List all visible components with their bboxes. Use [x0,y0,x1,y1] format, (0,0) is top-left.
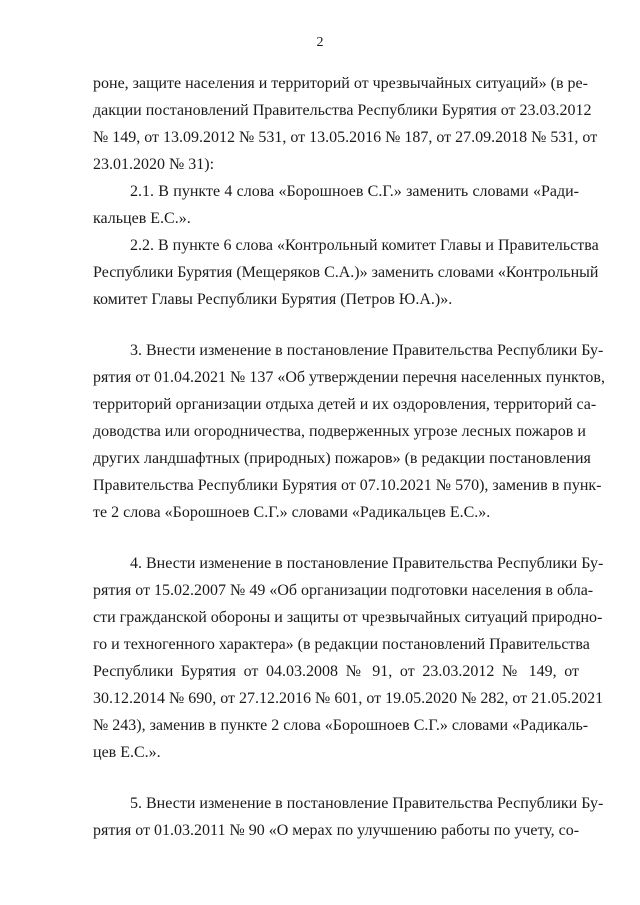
paragraph-line: рятия от 01.04.2021 № 137 «Об утверждении перечня населенных пунктов, [93,369,605,386]
paragraph-line: 3. Внести изменение в постановление Правительства Республики Бу- [130,342,604,359]
paragraph-line: кальцев Е.С.». [93,210,191,227]
paragraph-line: те 2 слова «Борошноев С.Г.» словами «Радикальцев Е.С.». [93,504,491,521]
paragraph-line: Республики Бурятия от 04.03.2008 № 91, от 23.03.2012 № 149, от [93,663,579,680]
paragraph-line: сти гражданской обороны и защиты от чрезвычайных ситуаций природно- [93,609,603,626]
paragraph-line: других ландшафтных (природных) пожаров» (в редакции постановления [93,450,591,467]
paragraph-line: № 243), заменив в пункте 2 слова «Борошноев С.Г.» словами «Радикаль- [93,717,589,734]
paragraph-line: 30.12.2014 № 690, от 27.12.2016 № 601, от 19.05.2020 № 282, от 21.05.2021 [93,690,604,707]
paragraph-line: 2.2. В пункте 6 слова «Контрольный комитет Главы и Правительства [130,237,599,254]
paragraph-line: Правительства Республики Бурятия от 07.10.2021 № 570), заменив в пунк- [93,477,602,494]
paragraph-line: доводства или огородничества, подверженных угрозе лесных пожаров и [93,423,586,440]
paragraph-line: рятия от 01.03.2011 № 90 «О мерах по улучшению работы по учету, со- [93,822,580,839]
paragraph-line: Республики Бурятия (Мещеряков С.А.)» заменить словами «Контрольный [93,264,599,281]
paragraph-line: 4. Внести изменение в постановление Правительства Республики Бу- [130,555,604,572]
paragraph-line: 23.01.2020 № 31): [93,156,215,173]
paragraph-line: № 149, от 13.09.2012 № 531, от 13.05.2016 № 187, от 27.09.2018 № 531, от [93,129,598,146]
paragraph-line: комитет Главы Республики Бурятия (Петров Ю.А.)». [93,291,453,308]
page-number: 2 [316,35,324,50]
paragraph-line: го и техногенного характера» (в редакции постановлений Правительства [93,636,590,653]
paragraph-line: 5. Внести изменение в постановление Правительства Республики Бу- [130,795,604,812]
paragraph-line: роне, защите населения и территорий от чрезвычайных ситуаций» (в ре- [93,75,588,92]
paragraph-line: дакции постановлений Правительства Республики Бурятия от 23.03.2012 [93,102,592,119]
paragraph-line: 2.1. В пункте 4 слова «Борошноев С.Г.» заменить словами «Ради- [130,183,579,200]
paragraph-line: цев Е.С.». [93,744,161,761]
paragraph-line: территорий организации отдыха детей и их оздоровления, территорий са- [93,396,597,413]
paragraph-line: рятия от 15.02.2007 № 49 «Об организации подготовки населения в обла- [93,582,594,599]
